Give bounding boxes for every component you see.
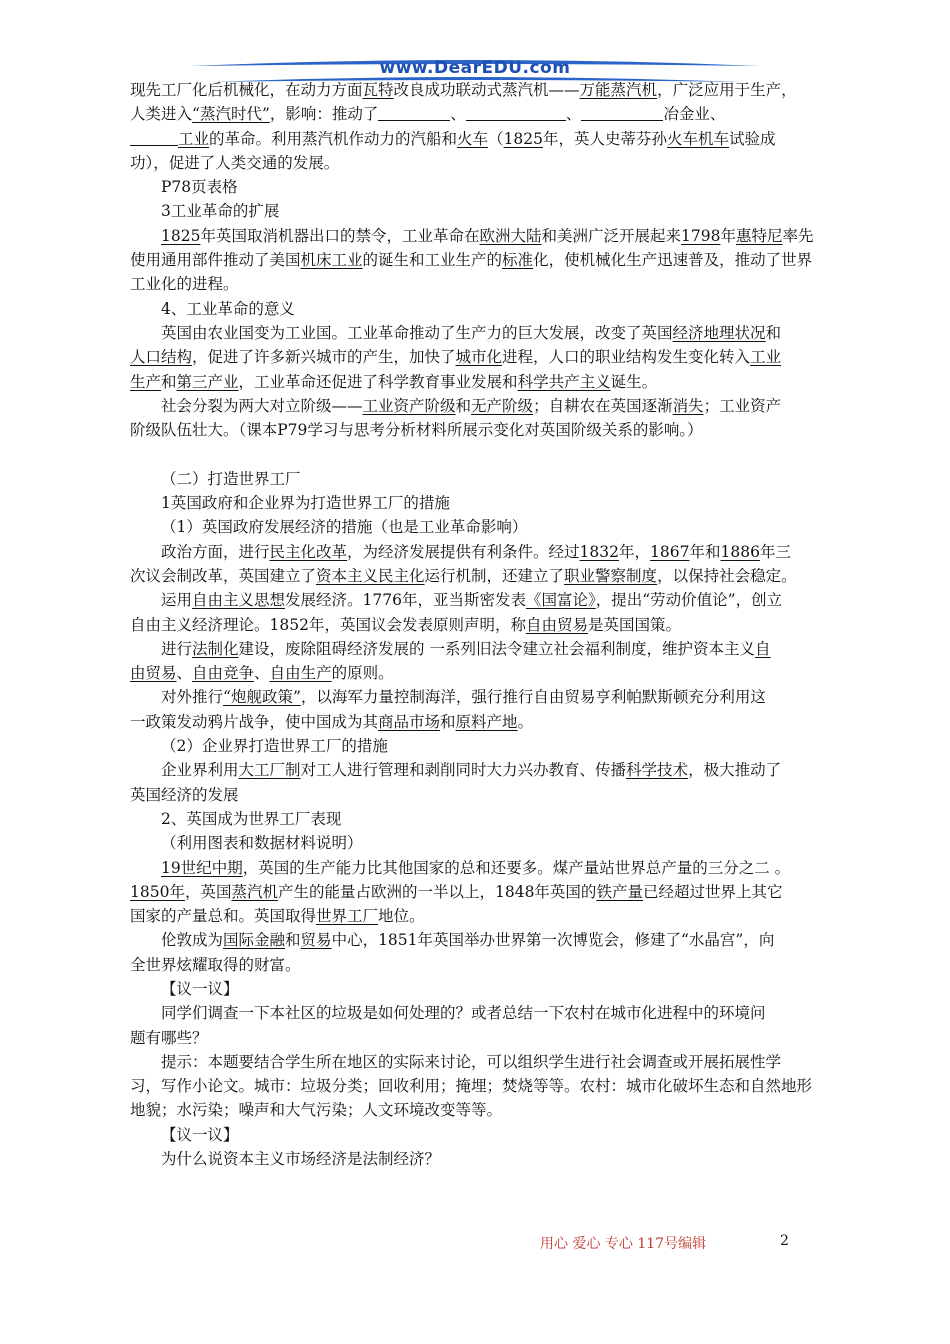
text-line: 人口结构，促进了许多新兴城市的产生，加快了城市化进程，人口的职业结构发生变化转入工业 bbox=[130, 348, 782, 367]
text-line: 由贸易、自由竞争、自由生产的原则。 bbox=[130, 664, 394, 683]
fill-blank[interactable] bbox=[581, 104, 663, 121]
fill-blank[interactable] bbox=[130, 129, 178, 146]
page-number: 2 bbox=[780, 1233, 789, 1249]
text-line: 英国经济的发展 bbox=[130, 785, 239, 804]
text-line: P78页表格 bbox=[161, 178, 238, 197]
text-line: （利用图表和数据材料说明） bbox=[161, 834, 363, 853]
text-line: 运用自由主义思想发展经济。1776年，亚当斯密发表《国富论》，提出“劳动价值论”，创立 bbox=[161, 591, 783, 610]
text-line: 使用通用部件推动了美国机床工业的诞生和工业生产的标准化，使机械化生产迅速普及，推动了世界 bbox=[130, 251, 813, 270]
text-line: 全世界炫耀取得的财富。 bbox=[130, 955, 301, 974]
text-line: 1825年英国取消机器出口的禁令，工业革命在欧洲大陆和美洲广泛开展起来1798年惠特尼率先 bbox=[161, 226, 814, 245]
section-heading: 【议一议】 bbox=[161, 979, 239, 998]
text-line: 为什么说资本主义市场经济是法制经济？ bbox=[161, 1150, 441, 1169]
footer-text: 用心 爱心 专心 117号编辑 bbox=[540, 1236, 707, 1252]
section-heading: 4、工业革命的意义 bbox=[161, 299, 295, 318]
section-heading: 【议一议】 bbox=[161, 1125, 239, 1144]
document-body bbox=[130, 78, 830, 1171]
text-line: 一政策发动鸦片战争，使中国成为其商品市场和原料产地。 bbox=[130, 712, 534, 731]
section-heading: 3工业革命的扩展 bbox=[161, 202, 280, 221]
text-line: 国家的产量总和。英国取得世界工厂地位。 bbox=[130, 907, 425, 926]
fill-blank[interactable] bbox=[378, 104, 450, 121]
text-line: 自由主义经济理论。1852年，英国议会发表原则声明，称自由贸易是英国国策。 bbox=[130, 615, 681, 634]
text-line: 对外推行“炮舰政策”，以海军力量控制海洋，强行推行自由贸易亨利帕默斯顿充分利用这 bbox=[161, 688, 766, 707]
text-line: 进行法制化建设，废除阻碍经济发展的 一系列旧法令建立社会福利制度，维护资本主义自 bbox=[161, 639, 771, 658]
section-heading: 2、英国成为世界工厂表现 bbox=[161, 809, 342, 828]
text-line: 现先工厂化后机械化，在动力方面瓦特改良成功联动式蒸汽机——万能蒸汽机，广泛应用于生产， bbox=[130, 81, 797, 99]
text-line: 阶级队伍壮大。（课本P79学习与思考分析材料所展示变化对英国阶级关系的影响。） bbox=[130, 421, 703, 440]
site-url[interactable]: www.DearEDU.com bbox=[379, 58, 571, 78]
text-line: 同学们调查一下本社区的垃圾是如何处理的？或者总结一下农村在城市化进程中的环境问 bbox=[161, 1004, 766, 1023]
text-line: 功），促进了人类交通的发展。 bbox=[130, 153, 340, 172]
text-line: 1850年，英国蒸汽机产生的能量占欧洲的一半以上，1848年英国的铁产量已经超过世界上其它 bbox=[130, 882, 783, 901]
text-line: 政治方面，进行民主化改革，为经济发展提供有利条件。经过1832年，1867年和1886年三 bbox=[161, 542, 791, 561]
text-line: 题有哪些？ bbox=[130, 1028, 208, 1047]
section-heading: （1）英国政府发展经济的措施（也是工业革命影响） bbox=[161, 518, 528, 537]
text-line: 提示：本题要结合学生所在地区的实际来讨论，可以组织学生进行社会调查或开展拓展性学 bbox=[161, 1052, 782, 1071]
text-line: 伦敦成为国际金融和贸易中心，1851年英国举办世界第一次博览会，修建了“水晶宫”，向 bbox=[161, 931, 775, 950]
text-line: 生产和第三产业，工业革命还促进了科学教育事业发展和科学共产主义诞生。 bbox=[130, 372, 658, 391]
fill-blank[interactable] bbox=[466, 104, 566, 121]
text-line: 地貌；水污染；噪声和大气污染；人文环境改变等等。 bbox=[130, 1101, 503, 1120]
text-line: 工业化的进程。 bbox=[130, 275, 239, 294]
text-line: 次议会制改革，英国建立了资本主义民主化运行机制，还建立了职业警察制度，以保持社会稳定。 bbox=[130, 566, 797, 585]
section-heading: 1英国政府和企业界为打造世界工厂的措施 bbox=[161, 494, 450, 513]
text-line: 社会分裂为两大对立阶级——工业资产阶级和无产阶级；自耕农在英国逐渐消失；工业资产 bbox=[161, 396, 782, 415]
text-line: 19世纪中期，英国的生产能力比其他国家的总和还要多。煤产量站世界总产量的三分之二 。 bbox=[161, 858, 791, 877]
section-heading: （二）打造世界工厂 bbox=[161, 469, 301, 488]
text-line: 习，写作小论文。城市：垃圾分类；回收利用；掩埋；焚烧等等。农村：城市化破坏生态和自然地形 bbox=[130, 1077, 813, 1096]
text-line: 工业的革命。利用蒸汽机作动力的汽船和火车（1825年，英人史蒂芬孙火车机车试验成 bbox=[130, 127, 830, 151]
text-line: 英国由农业国变为工业国。工业革命推动了生产力的巨大发展，改变了英国经济地理状况和 bbox=[161, 323, 782, 342]
text-line: 人类进入“蒸汽时代”，影响：推动了 、 、 冶金业、 bbox=[130, 105, 726, 124]
section-heading: （2）企业界打造世界工厂的措施 bbox=[161, 737, 388, 756]
text-line: 企业界利用大工厂制对工人进行管理和剥削同时大力兴办教育、传播科学技术，极大推动了 bbox=[161, 761, 782, 780]
